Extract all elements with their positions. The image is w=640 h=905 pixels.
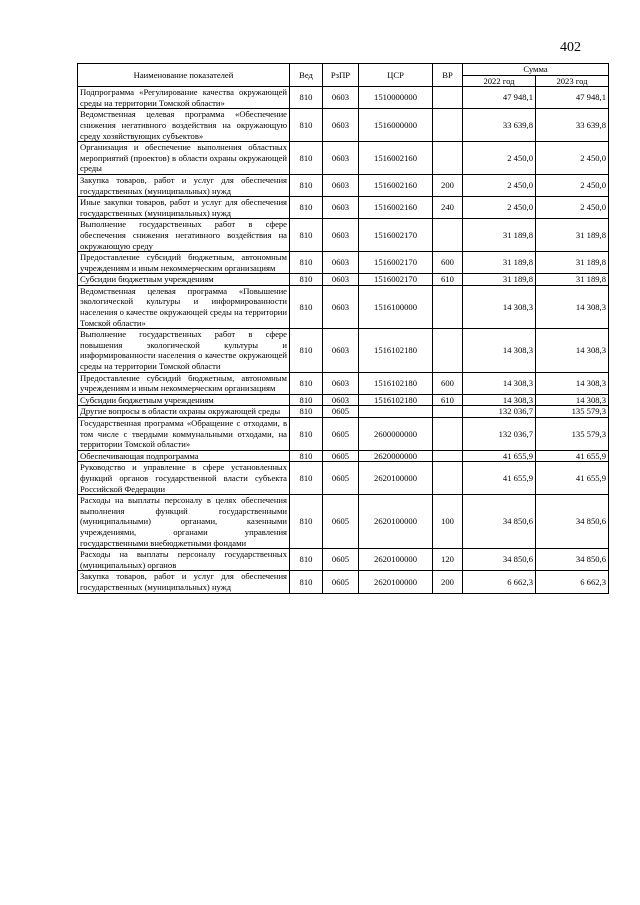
row-sum-2023: 41 655,9	[536, 462, 609, 495]
table-row	[78, 274, 609, 286]
row-ved: 810	[290, 197, 323, 219]
row-name: Предоставление субсидий бюджетным, автономным учреждениям и иным некоммерческим организациям	[78, 252, 290, 274]
row-name: Расходы на выплаты персоналу государственных (муниципальных) органов	[78, 549, 290, 571]
row-name: Закупка товаров, работ и услуг для обеспечения государственных (муниципальных) нужд	[78, 174, 290, 196]
row-sum-2022: 33 639,8	[463, 109, 536, 142]
row-rzpr: 0603	[323, 197, 359, 219]
row-ved: 810	[290, 219, 323, 252]
row-vr	[433, 285, 463, 328]
row-rzpr: 0603	[323, 109, 359, 142]
row-sum-2022: 41 655,9	[463, 450, 536, 462]
row-rzpr: 0603	[323, 87, 359, 109]
row-sum-2022: 132 036,7	[463, 406, 536, 418]
row-sum-2022: 14 308,3	[463, 329, 536, 372]
row-sum-2022: 132 036,7	[463, 418, 536, 451]
row-vr: 200	[433, 174, 463, 196]
row-sum-2022: 34 850,6	[463, 495, 536, 549]
row-rzpr: 0603	[323, 174, 359, 196]
table-row	[78, 252, 609, 274]
row-ved: 810	[290, 274, 323, 286]
row-vr: 600	[433, 252, 463, 274]
row-vr: 200	[433, 571, 463, 593]
row-csr: 1516002160	[359, 142, 433, 175]
row-csr: 1516102180	[359, 329, 433, 372]
table-row	[78, 197, 609, 219]
row-vr: 610	[433, 394, 463, 406]
row-name: Закупка товаров, работ и услуг для обеспечения государственных (муниципальных) нужд	[78, 571, 290, 593]
row-csr: 1516000000	[359, 109, 433, 142]
row-csr: 1510000000	[359, 87, 433, 109]
row-sum-2022: 14 308,3	[463, 285, 536, 328]
row-vr: 100	[433, 495, 463, 549]
row-vr	[433, 142, 463, 175]
row-sum-2022: 2 450,0	[463, 197, 536, 219]
row-vr	[433, 87, 463, 109]
row-rzpr: 0605	[323, 418, 359, 451]
row-sum-2023: 34 850,6	[536, 549, 609, 571]
row-name: Ведомственная целевая программа «Повышение экологической культуры и информированности населения о качестве окружающей среды на территории Томской области»	[78, 285, 290, 328]
row-sum-2023: 2 450,0	[536, 197, 609, 219]
row-sum-2023: 31 189,8	[536, 274, 609, 286]
header-vr: ВР	[433, 64, 463, 87]
row-ved: 810	[290, 252, 323, 274]
row-name: Субсидии бюджетным учреждениям	[78, 394, 290, 406]
row-csr: 1516002170	[359, 274, 433, 286]
header-rzpr: РзПР	[323, 64, 359, 87]
row-sum-2022: 2 450,0	[463, 142, 536, 175]
row-csr: 1516002160	[359, 174, 433, 196]
row-sum-2022: 47 948,1	[463, 87, 536, 109]
table-row	[78, 406, 609, 418]
row-csr: 1516102180	[359, 394, 433, 406]
table-row	[78, 549, 609, 571]
header-year-2022: 2022 год	[463, 75, 536, 87]
row-csr: 1516002160	[359, 197, 433, 219]
row-name: Выполнение государственных работ в сфере обеспечения снижения негативного воздействия на окружающую среду	[78, 219, 290, 252]
row-sum-2023: 47 948,1	[536, 87, 609, 109]
row-sum-2023: 135 579,3	[536, 418, 609, 451]
row-vr: 240	[433, 197, 463, 219]
table-row	[78, 450, 609, 462]
row-ved: 810	[290, 109, 323, 142]
row-ved: 810	[290, 372, 323, 394]
row-vr: 610	[433, 274, 463, 286]
row-rzpr: 0603	[323, 252, 359, 274]
row-rzpr: 0603	[323, 142, 359, 175]
table-row	[78, 87, 609, 109]
row-sum-2023: 33 639,8	[536, 109, 609, 142]
row-rzpr: 0605	[323, 549, 359, 571]
row-ved: 810	[290, 462, 323, 495]
row-csr: 2600000000	[359, 418, 433, 451]
row-sum-2023: 31 189,8	[536, 252, 609, 274]
row-sum-2022: 6 662,3	[463, 571, 536, 593]
header-year-2023: 2023 год	[536, 75, 609, 87]
header-name: Наименование показателей	[78, 64, 290, 87]
row-csr: 1516100000	[359, 285, 433, 328]
row-name: Организация и обеспечение выполнения областных мероприятий (проектов) в области охраны окружающей среды	[78, 142, 290, 175]
row-csr: 2620100000	[359, 462, 433, 495]
header-sum: Сумма	[463, 64, 609, 76]
table-body	[78, 87, 609, 593]
row-ved: 810	[290, 394, 323, 406]
row-vr	[433, 462, 463, 495]
table-row	[78, 372, 609, 394]
row-csr: 1516002170	[359, 219, 433, 252]
row-csr: 2620100000	[359, 495, 433, 549]
row-ved: 810	[290, 174, 323, 196]
row-name: Ведомственная целевая программа «Обеспечение снижения негативного воздействия на окружающую среду хозяйствующих субъектов»	[78, 109, 290, 142]
row-csr	[359, 406, 433, 418]
row-name: Руководство и управление в сфере установленных функций органов государственной власти субъекта Российской Федерации	[78, 462, 290, 495]
table-row	[78, 495, 609, 549]
row-name: Подпрограмма «Регулирование качества окружающей среды на территории Томской области»	[78, 87, 290, 109]
row-sum-2023: 41 655,9	[536, 450, 609, 462]
row-sum-2022: 41 655,9	[463, 462, 536, 495]
row-sum-2023: 14 308,3	[536, 394, 609, 406]
row-vr	[433, 219, 463, 252]
row-sum-2023: 14 308,3	[536, 329, 609, 372]
row-ved: 810	[290, 142, 323, 175]
row-sum-2022: 31 189,8	[463, 274, 536, 286]
row-rzpr: 0603	[323, 219, 359, 252]
table-row	[78, 571, 609, 593]
row-vr	[433, 109, 463, 142]
table-row	[78, 109, 609, 142]
row-rzpr: 0605	[323, 462, 359, 495]
row-sum-2023: 14 308,3	[536, 285, 609, 328]
row-csr: 2620100000	[359, 549, 433, 571]
row-sum-2023: 6 662,3	[536, 571, 609, 593]
table-row	[78, 329, 609, 372]
row-name: Обеспечивающая подпрограмма	[78, 450, 290, 462]
row-rzpr: 0603	[323, 329, 359, 372]
table-row	[78, 142, 609, 175]
row-ved: 810	[290, 285, 323, 328]
row-rzpr: 0603	[323, 285, 359, 328]
row-ved: 810	[290, 87, 323, 109]
table-row	[78, 285, 609, 328]
row-ved: 810	[290, 571, 323, 593]
row-vr	[433, 450, 463, 462]
row-name: Расходы на выплаты персоналу в целях обеспечения выполнения функций государственными (муниципальными) органами, казенными учреждениями, органами управления государственными внебюджетными фондами	[78, 495, 290, 549]
row-ved: 810	[290, 406, 323, 418]
row-sum-2022: 34 850,6	[463, 549, 536, 571]
row-csr: 2620100000	[359, 571, 433, 593]
row-ved: 810	[290, 450, 323, 462]
table-row	[78, 418, 609, 451]
header-csr: ЦСР	[359, 64, 433, 87]
table-row	[78, 219, 609, 252]
row-csr: 1516002170	[359, 252, 433, 274]
table-row	[78, 394, 609, 406]
row-rzpr: 0605	[323, 406, 359, 418]
row-rzpr: 0603	[323, 372, 359, 394]
row-vr	[433, 329, 463, 372]
row-sum-2022: 14 308,3	[463, 394, 536, 406]
row-name: Выполнение государственных работ в сфере повышения экологической культуры и информированности населения о качестве окружающей среды на территории Томской области	[78, 329, 290, 372]
row-rzpr: 0603	[323, 274, 359, 286]
row-vr	[433, 406, 463, 418]
table-row	[78, 174, 609, 196]
row-sum-2023: 135 579,3	[536, 406, 609, 418]
row-name: Другие вопросы в области охраны окружающей среды	[78, 406, 290, 418]
row-sum-2023: 14 308,3	[536, 372, 609, 394]
row-ved: 810	[290, 418, 323, 451]
row-sum-2022: 2 450,0	[463, 174, 536, 196]
header-ved: Вед	[290, 64, 323, 87]
row-ved: 810	[290, 549, 323, 571]
budget-table	[77, 63, 609, 594]
row-sum-2023: 2 450,0	[536, 174, 609, 196]
row-ved: 810	[290, 329, 323, 372]
row-rzpr: 0605	[323, 571, 359, 593]
row-rzpr: 0605	[323, 450, 359, 462]
row-csr: 2620000000	[359, 450, 433, 462]
row-vr: 120	[433, 549, 463, 571]
row-vr: 600	[433, 372, 463, 394]
row-sum-2023: 2 450,0	[536, 142, 609, 175]
row-name: Субсидии бюджетным учреждениям	[78, 274, 290, 286]
table-row	[78, 462, 609, 495]
row-ved: 810	[290, 495, 323, 549]
row-sum-2023: 34 850,6	[536, 495, 609, 549]
row-sum-2022: 31 189,8	[463, 252, 536, 274]
row-csr: 1516102180	[359, 372, 433, 394]
row-sum-2022: 14 308,3	[463, 372, 536, 394]
row-name: Государственная программа «Обращение с отходами, в том числе с твердыми коммунальными отходами, на территории Томской области»	[78, 418, 290, 451]
row-rzpr: 0603	[323, 394, 359, 406]
row-sum-2023: 31 189,8	[536, 219, 609, 252]
row-name: Иные закупки товаров, работ и услуг для обеспечения государственных (муниципальных) нужд	[78, 197, 290, 219]
row-vr	[433, 418, 463, 451]
row-sum-2022: 31 189,8	[463, 219, 536, 252]
row-name: Предоставление субсидий бюджетным, автономным учреждениям и иным некоммерческим организациям	[78, 372, 290, 394]
page-number: 402	[560, 40, 581, 55]
row-rzpr: 0605	[323, 495, 359, 549]
